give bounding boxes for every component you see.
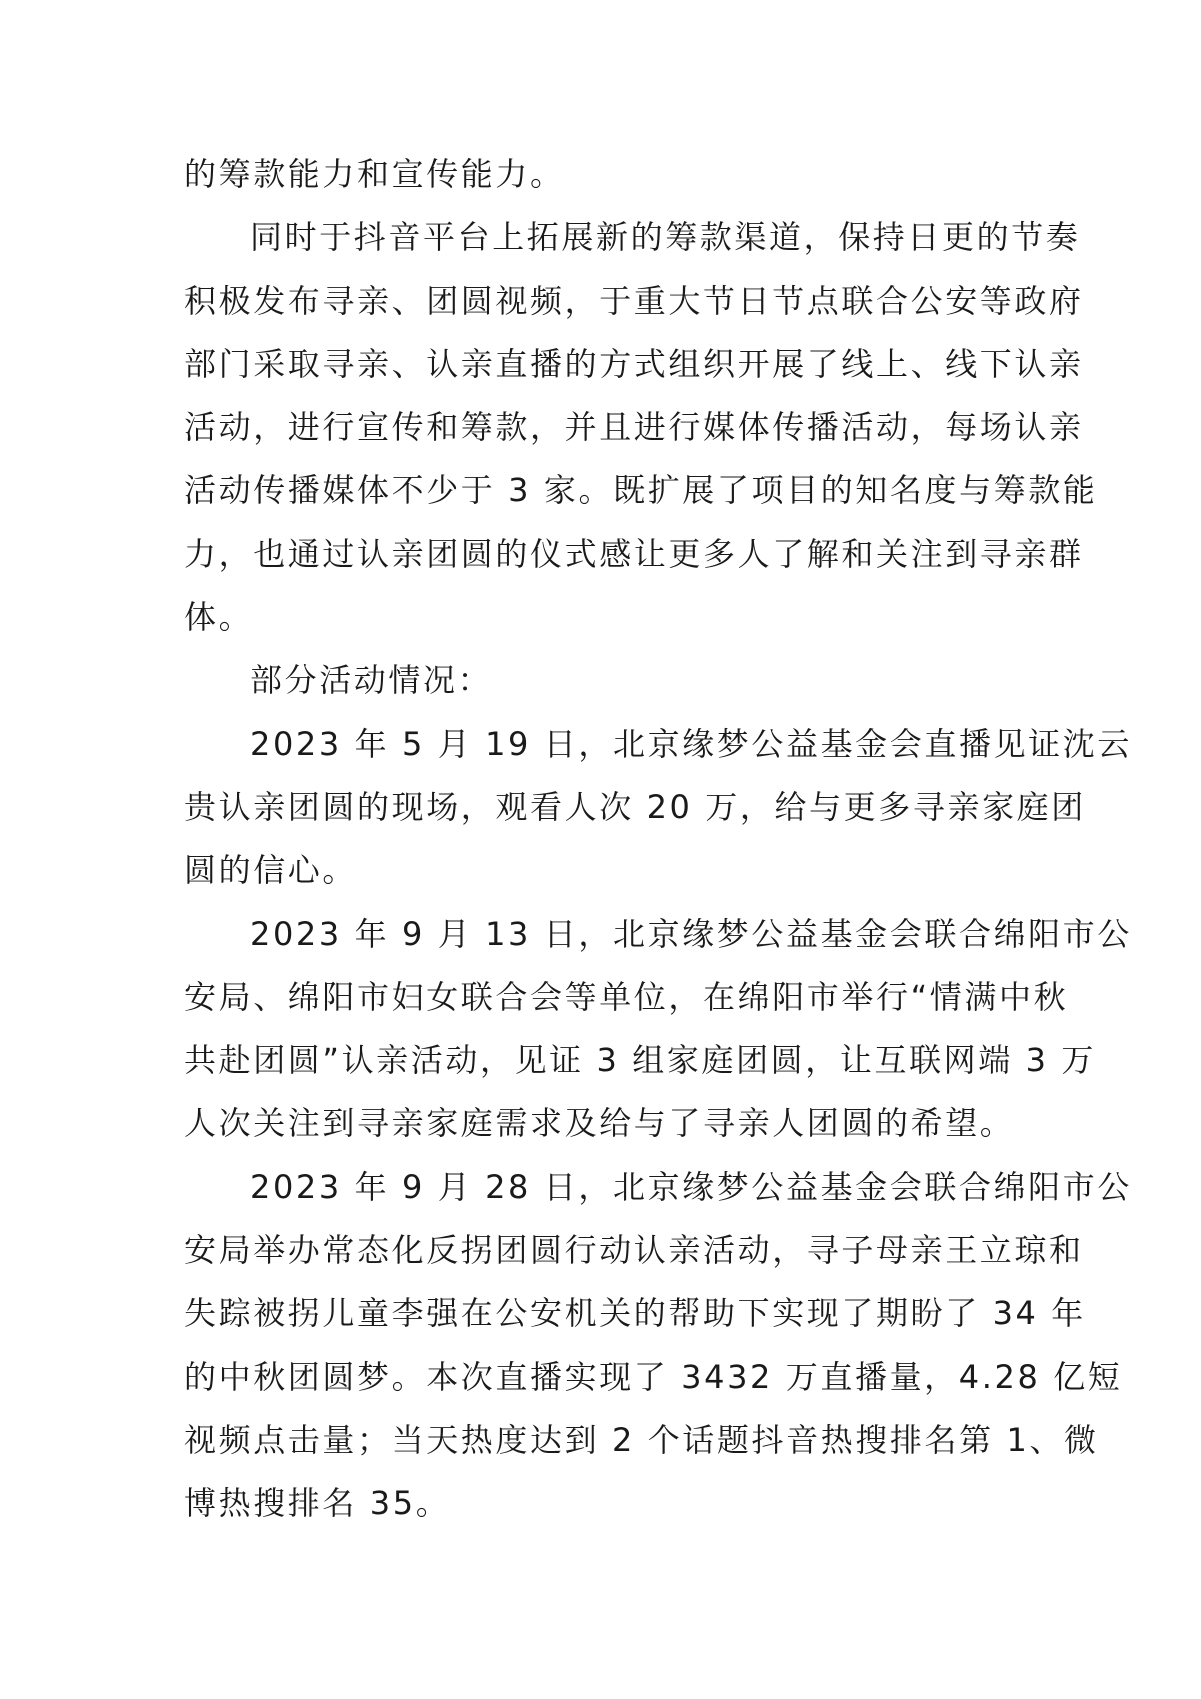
text-line: 2023 年 9 月 28 日，北京缘梦公益基金会联合绵阳市公 [250, 1167, 1132, 1206]
text-line: 部分活动情况： [250, 661, 493, 700]
paragraph-4 [184, 713, 1132, 903]
paragraph-5 [184, 903, 1132, 1156]
paragraph-2 [184, 206, 1098, 649]
text-line: 2023 年 9 月 13 日，北京缘梦公益基金会联合绵阳市公 [250, 914, 1132, 953]
text-line: 2023 年 5 月 19 日，北京缘梦公益基金会直播见证沈云 [250, 724, 1132, 763]
text-line: 的中秋团圆梦。本次直播实现了 3432 万直播量，4.28 亿短 [184, 1357, 1123, 1396]
text-line: 同时于抖音平台上拓展新的筹款渠道，保持日更的节奏 [250, 218, 1081, 257]
text-line: 失踪被拐儿童李强在公安机关的帮助下实现了期盼了 34 年 [184, 1294, 1086, 1333]
text-line: 共赴团圆”认亲活动，见证 3 组家庭团圆，让互联网端 3 万 [184, 1041, 1096, 1080]
paragraph-1 [184, 143, 1024, 206]
paragraph-6 [184, 1156, 1132, 1536]
text-line: 博热搜排名 35。 [184, 1484, 451, 1523]
document-body [184, 143, 1132, 1536]
text-line: 体。 [184, 598, 254, 637]
text-line: 人次关注到寻亲家庭需求及给与了寻亲人团圆的希望。 [184, 1104, 1015, 1143]
text-line: 积极发布寻亲、团圆视频，于重大节日节点联合公安等政府 [184, 281, 1084, 320]
text-line: 贵认亲团圆的现场，观看人次 20 万，给与更多寻亲家庭团 [184, 787, 1086, 826]
text-line: 的筹款能力和宣传能力。 [184, 155, 565, 193]
text-line: 力，也通过认亲团圆的仪式感让更多人了解和关注到寻亲群 [184, 534, 1084, 573]
text-line: 安局、绵阳市妇女联合会等单位，在绵阳市举行“情满中秋 [184, 977, 1069, 1016]
text-line: 活动，进行宣传和筹款，并且进行媒体传播活动，每场认亲 [184, 408, 1084, 447]
text-line: 部门采取寻亲、认亲直播的方式组织开展了线上、线下认亲 [184, 344, 1084, 383]
text-line: 安局举办常态化反拐团圆行动认亲活动，寻子母亲王立琼和 [184, 1231, 1084, 1270]
text-line: 活动传播媒体不少于 3 家。既扩展了项目的知名度与筹款能 [184, 471, 1098, 510]
text-line: 圆的信心。 [184, 851, 358, 890]
paragraph-3-heading [184, 649, 1024, 712]
text-line: 视频点击量；当天热度达到 2 个话题抖音热搜排名第 1、微 [184, 1420, 1099, 1459]
